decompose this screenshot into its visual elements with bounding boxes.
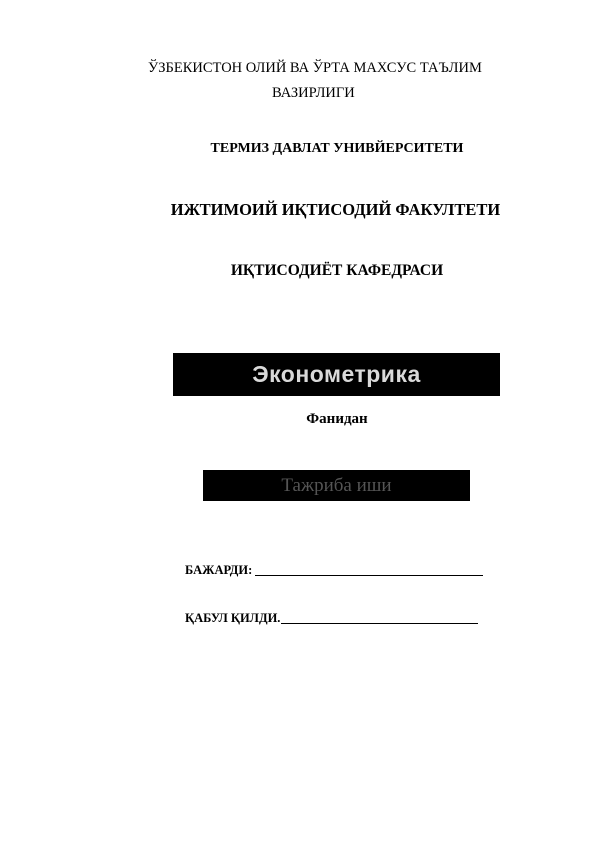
department-name: ИҚТИСОДИЁТ КАФЕДРАСИ — [230, 262, 444, 279]
done-by-signature-line — [255, 563, 483, 576]
subject-suffix: Фанидан — [306, 411, 368, 427]
accepted-by-row — [185, 611, 478, 624]
accepted-by-signature-line — [281, 611, 478, 624]
accepted-by-label: ҚАБУЛ ҚИЛДИ. — [185, 610, 281, 625]
subject-banner — [173, 353, 500, 396]
done-by-label: БАЖАРДИ: — [185, 562, 253, 577]
work-type-banner — [203, 470, 470, 501]
ministry-line-2: ВАЗИРЛИГИ — [272, 85, 355, 101]
ministry-line-1: ЎЗБЕКИСТОН ОЛИЙ ВА ЎРТА МАХСУС ТАЪЛИМ — [148, 60, 482, 76]
subject-title: Эконометрика — [252, 361, 421, 387]
work-type-text: Тажриба иши — [281, 474, 392, 496]
done-by-row — [185, 563, 483, 576]
university-name: ТЕРМИЗ ДАВЛАТ УНИВЙЕРСИТЕТИ — [210, 141, 464, 156]
faculty-name: ИЖТИМОИЙ ИҚТИСОДИЙ ФАКУЛТЕТИ — [170, 200, 501, 219]
